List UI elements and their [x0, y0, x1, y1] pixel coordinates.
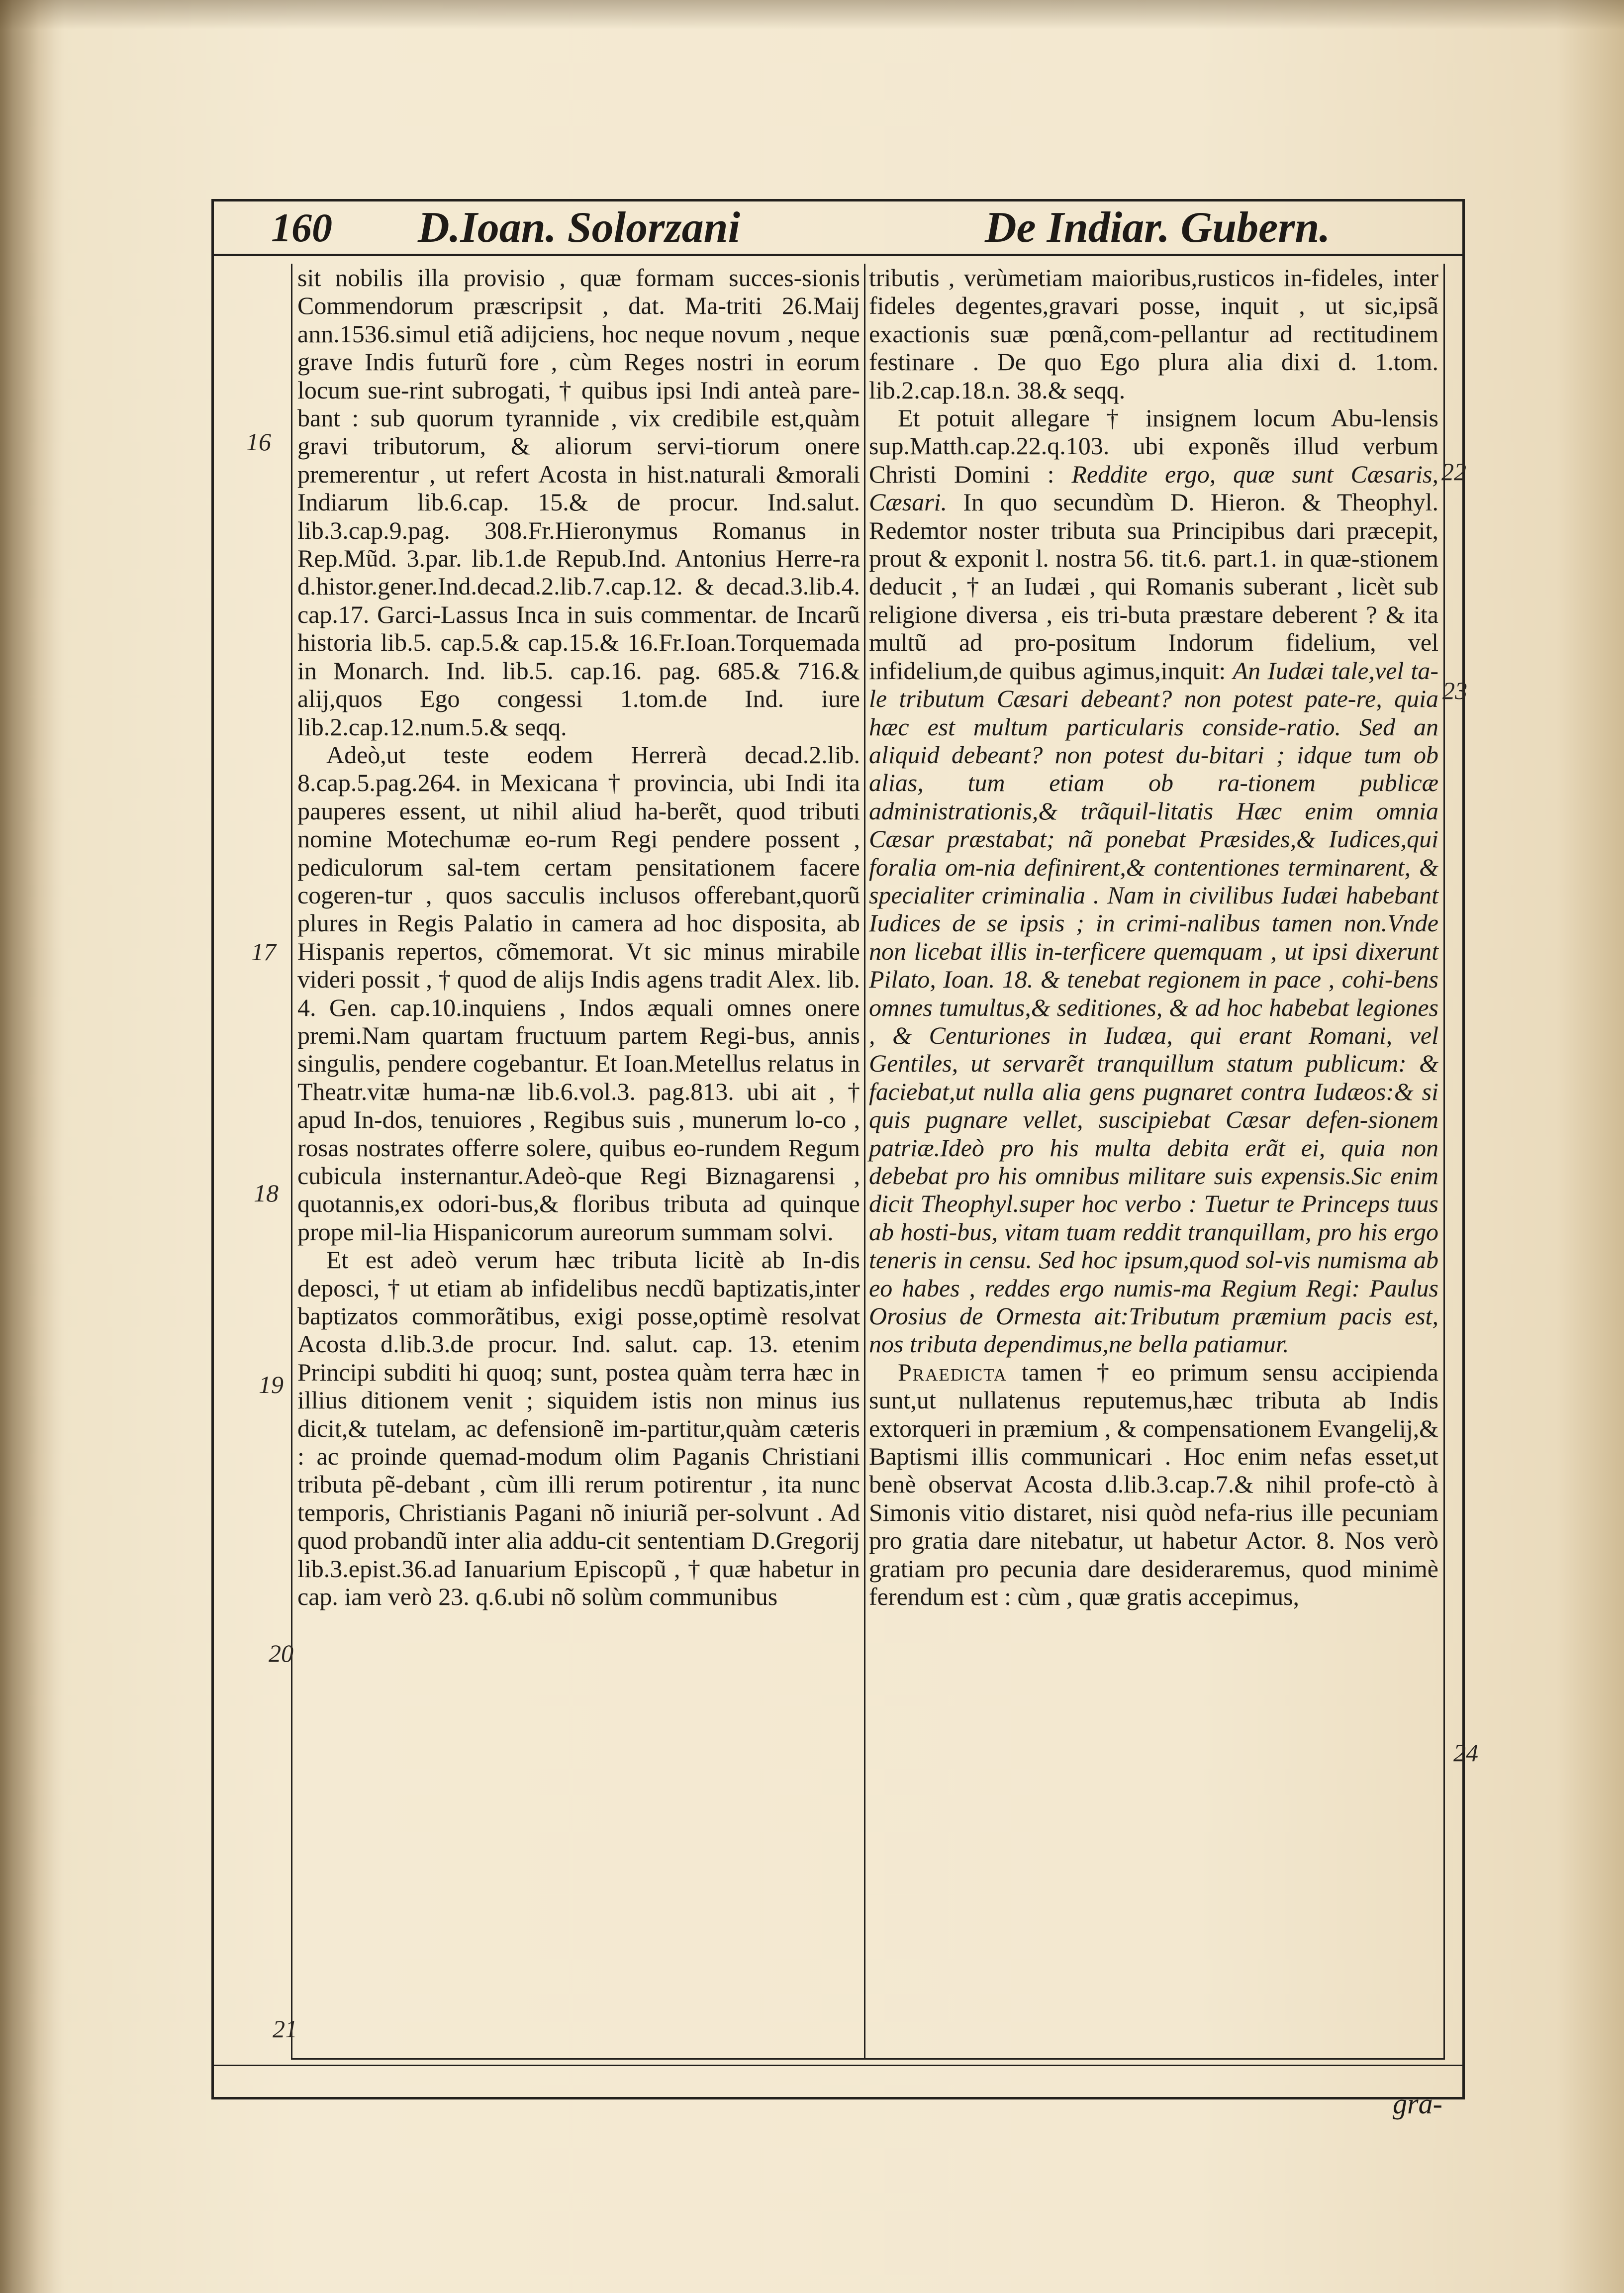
header-rule [211, 254, 1465, 256]
right-paragraph-2-italic-1: Reddite ergo, quæ sunt Cæsaris, Cæsari. [869, 460, 1438, 516]
margin-number-left-19: 19 [259, 1371, 284, 1398]
right-paragraph-1: tributis , verùmetiam maioribus,rusticos in-fideles, inter fideles degentes,gravari posse, inquit , ut sic,ipsã exactionis suæ pœnã,com-pellantur ad rectitudinem festinare . De quo Ego plura alia dixi d. 1.tom. lib.2.cap.18.n. 38.& seqq. [869, 264, 1438, 404]
right-paragraph-2 [869, 404, 1438, 1358]
page-top-edge [0, 0, 1624, 30]
catchword: gra- [1393, 2088, 1442, 2120]
margin-number-right-23: 23 [1442, 677, 1467, 704]
right-paragraph-3-lead: Praedicta [898, 1358, 1007, 1386]
right-paragraph-2-text-b: In quo secundùm D. Hieron. & Theophyl. Redemtor noster tributa sua Principibus dari præcepit, prout & exponit l. nostra 56. tit.6. part.1. in quæ-stionem deducit , † an Iudæi , qui Romanis suberant , licèt sub religione diversa , eis tri-buta præstare deberent ? & ita multũ ad pro-positum Indorum fidelium, vel infidelium,de quibus agimus,inquit: [869, 488, 1438, 685]
left-paragraph-1: sit nobilis illa provisio , quæ formam succes-sionis Commendorum præscripsit , dat. Ma-triti 26.Maij ann.1536.simul etiã adijciens, hoc neque novum , neque grave Indis futurũ fore , cùm Reges nostri in eorum locum sue-rint subrogati, † quibus ipsi Indi anteà pare-bant : sub quorum tyrannide , vix credibile est,quàm gravi tributorum, & aliorum servi-tiorum onere premerentur , ut refert Acosta in hist.naturali &morali Indiarum lib.6.cap. 15.& de procur. Ind.salut. lib.3.cap.9.pag. 308.Fr.Hieronymus Romanus in Rep.Mũd. 3.par. lib.1.de Repub.Ind. Antonius Herre-ra d.histor.gener.Ind.decad.2.lib.7.cap.12. & decad.3.lib.4. cap.17. Garci-Lassus Inca in suis commentar. de Incarũ historia lib.5. cap.5.& cap.15.& 16.Fr.Ioan.Torquemada in Monarch. Ind. lib.5. cap.16. pag. 685.& 716.& alij,quos Ego congessi 1.tom.de Ind. iure lib.2.cap.12.num.5.& seqq. [297, 264, 860, 741]
margin-number-left-16: 16 [246, 428, 271, 456]
binding-gutter [0, 0, 65, 2293]
margin-number-right-22: 22 [1441, 458, 1466, 486]
right-paragraph-2-text-a: Et potuit allegare † insignem locum Abu-lensis sup.Matth.cap.22.q.103. ubi exponẽs illud verbum Christi Domini : [869, 404, 1438, 488]
margin-number-left-21: 21 [273, 2015, 297, 2043]
margin-number-left-20: 20 [269, 1639, 293, 1667]
page-number: 160 [271, 205, 332, 250]
left-paragraph-3: Et est adeò verum hæc tributa licitè ab In-dis deposci, † ut etiam ab infidelibus necdũ baptizatis,inter baptizatos commorãtibus, exigi posse,optimè resolvat Acosta d.lib.3.de procur. Ind. salut. cap. 13. etenim Principi subditi hi quoq; sunt, postea quàm terra hæc in illius ditionem venit ; siquidem istis non minus ius dicit,& tutelam, ac defensionẽ im-partitur,quàm cæteris : ac proinde quemad-modum olim Paganis Christiani tributa pẽ-debant , cùm illi rerum potirentur , ita nunc temporis, Christianis Pagani nõ iniuriã per-solvunt . Ad quod probandũ inter alia addu-cit sententiam D.Gregorij lib.3.epist.36.ad Ianuarium Episcopũ , † quæ habetur in cap. iam verò 23. q.6.ubi nõ solùm communibus [297, 1246, 860, 1611]
footer-rule [211, 2065, 1465, 2066]
right-column [863, 264, 1445, 2060]
book-page: 160 D.Ioan. Solorzani De Indiar. Gubern. sit nobilis illa provisio , quæ formam succes-sionis Commendorum præscripsit , dat. Ma-triti 26.Maij ann.1536.simul etiã adijciens, hoc neque novum , neque grave Indis futurũ fore , cùm Reges nostri in eorum locum sue-rint subrogati, † quibus ipsi Indi anteà pare-bant : sub quorum tyrannide , vix credibile est,quàm gravi tributorum, & aliorum servi-tiorum onere premerentur , ut refert Acosta in hist.naturali &morali Indiarum lib.6.cap. 15.& de procur. Ind.salut. lib.3.cap.9.pag. 308.Fr.Hieronymus Romanus in Rep.Mũd. 3.par. lib.1.de Repub.Ind. Antonius Herre-ra d.histor.gener.Ind.decad.2.lib.7.cap.12. & decad.3.lib.4. cap.17. Garci-Lassus Inca in suis commentar. de Incarũ historia lib.5. cap.5.& cap.15.& 16.Fr.Ioan.Torquemada in Monarch. Ind. lib.5. cap.16. pag. 685.& 716.& alij,quos Ego congessi 1.tom.de Ind. iure lib.2.cap.12.num.5.& seqq. Adeò,ut teste eodem Herrerà decad.2.lib. 8.cap.5.pag.264. in Mexicana † provincia, ubi Indi ita pauperes essent, ut nihil aliud ha-berẽt, quod tributi nomine Motechumæ eo-rum Regi pendere possent , pediculorum sal-tem certam pensitationem facere cogeren-tur , quos sacculis inclusos offerebant,quorũ plures in Regis Palatio in camera ad hoc disposita, ab Hispanis repertos, cõmemorat. Vt sic minus mirabile videri possit , † quod de alijs Indis agens tradit Alex. lib. 4. Gen. cap.10.inquiens , Indos æquali omnes onere premi.Nam quartam fructuum partem Regi-bus, annis singulis, pendere cogebantur. Et Ioan.Metellus relatus in Theatr.vitæ huma-næ lib.6.vol.3. pag.813. ubi ait , † apud In-dos, tenuiores , Regibus suis , munerum lo-co , rosas nostrates offerre solere, quibus eo-rundem Regum cubicula insternantur.Adeò-que Regi Biznagarensi , quotannis,ex odori-bus,& floribus tributa ad quinque prope mil-lia Hispanicorum aureorum summam solvi. Et est adeò verum hæc tributa licitè ab In-dis deposci, † ut etiam ab infidelibus necdũ baptizatis,inter baptizatos commorãtibus, exigi posse,optimè resolvat Acosta d.lib.3.de procur. Ind. salut. cap. 13. etenim Principi subditi hi quoq; sunt, postea quàm terra hæc in illius ditionem venit ; siquidem istis non minus ius dicit,& tutelam, ac defensionẽ im-partitur,quàm cæteris : ac proinde quemad-modum olim Paganis Christiani tributa pẽ-debant , cùm illi rerum potirentur , ita nunc temporis, Christianis Pagani nõ iniuriã per-solvunt . Ad quod probandũ inter alia addu-cit sententiam D.Gregorij lib.3.epist.36.ad Ianuarium Episcopũ , † quæ habetur in cap. iam verò 23. q.6.ubi nõ solùm communibus tributis , verùmetiam maioribus,rusticos in-fideles, inter fideles degentes,gravari posse, inquit , ut sic,ipsã exactionis suæ pœnã,com-pellantur ad rectitudinem festinare . De quo Ego plura alia dixi d. 1.tom. lib.2.cap.18.n. 38.& seqq. Et potuit allegare † insignem locum Abu-lensis sup.Matth.cap.22.q.103. ubi exponẽs illud verbum Christi Domini : Reddite ergo, quæ sunt Cæsaris, Cæsari. In quo secundùm D. Hieron. & Theophyl. Redemtor noster tributa sua Principibus dari præcepit, prout & exponit l. nostra 56. tit.6. part.1. in quæ-stionem deducit , † an Iudæi , qui Romanis suberant , licèt sub religione diversa , eis tri-buta præstare deberent ? & ita multũ ad pro-positum Indorum fidelium, vel infidelium,de quibus agimus,inquit: An Iudæi tale,vel ta-le tributum Cæsari debeant? non potest pate-re, quia hæc est multum particularis conside-ratio. Sed an aliquid debeant? non potest du-bitari ; idque tum ob alias, tum etiam ob ra-tionem publicæ administrationis,& trãquil-litatis Hæc enim omnia Cæsar præstabat; nã ponebat Præsides,& Iudices,qui foralia om-nia definirent,& contentiones terminarent, & specialiter criminalia . Nam in civilibus Iudæi habebant Iudices de se ipsis ; in crimi-nalibus tamen non.Vnde non licebat illis in-terficere quemquam , ut ipsi dixerunt Pilato, Ioan. 18. & tenebat regionem in pace , cohi-bens omnes tumultus,& seditiones, & ad hoc habebat legiones , & Centuriones in Iudæa, qui erant Romani, vel Gentiles, ut servarẽt tranquillum statum publicum: & faciebat,ut nulla alia gens pugnaret contra Iudæos:& si quis pugnare vellet, suscipiebat Cæsar defen-sionem patriæ.Ideò pro his multa debita erãt ei, quia non debebat pro his omnibus militare suis expensis.Sic enim dicit Theophyl.super hoc verbo : Tuetur te Princeps tuus ab hosti-bus, vitam tuam reddit tranquillam, pro his ergo teneris in censu. Sed hoc ipsum,quod sol-vis numisma ab eo habes , reddes ergo numis-ma Regium Regi: Paulus Orosius de Ormesta ait:Tributum præmium pacis est, nos tributa dependimus,ne bella patiamur. Praedicta tamen † eo primum sensu accipienda sunt,ut nullatenus reputemus,hæc tributa ab Indis extorqueri in præmium , & compensationem Evangelij,& Baptismi illis communicari . Hoc enim nefas esset,ut benè observat Acosta d.lib.3.cap.7.& nihil profe-ctò à Simonis vitio distaret, nisi quòd nefa-rius ille pecuniam pro gratia dare nitebatur, ut habetur Actor. 8. Nos verò gratiam pro pecunia dare desideraremus, quod minimè ferendum est : cùm , quæ gratis accepimus, 16 17 18 19 20 21 22 23 24 gra- [0, 0, 1624, 2293]
right-paragraph-2-italic-2: An Iudæi tale,vel ta-le tributum Cæsari debeant? non potest pate-re, quia hæc est multum particularis conside-ratio. Sed an aliquid debeant? non potest du-bitari ; idque tum ob alias, tum etiam ob ra-tionem publicæ administrationis,& trãquil-litatis Hæc enim omnia Cæsar præstabat; nã ponebat Præsides,& Iudices,qui foralia om-nia definirent,& contentiones terminarent, & specialiter criminalia . Nam in civilibus Iudæi habebant Iudices de se ipsis ; in crimi-nalibus tamen non.Vnde non licebat illis in-terficere quemquam , ut ipsi dixerunt Pilato, Ioan. 18. & tenebat regionem in pace , cohi-bens omnes tumultus,& seditiones, & ad hoc habebat legiones , & Centuriones in Iudæa, qui erant Romani, vel Gentiles, ut servarẽt tranquillum statum publicum: & faciebat,ut nulla alia gens pugnaret contra Iudæos:& si quis pugnare vellet, suscipiebat Cæsar defen-sionem patriæ.Ideò pro his multa debita erãt ei, quia non debebat pro his omnibus militare suis expensis.Sic enim dicit Theophyl.super hoc verbo : Tuetur te Princeps tuus ab hosti-bus, vitam tuam reddit tranquillam, pro his ergo teneris in censu. Sed hoc ipsum,quod sol-vis numisma ab eo habes , reddes ergo numis-ma Regium Regi: Paulus Orosius de Ormesta ait:Tributum præmium pacis est, nos tributa dependimus,ne bella patiamur. [869, 656, 1439, 1358]
margin-number-left-17: 17 [251, 938, 276, 966]
left-paragraph-2: Adeò,ut teste eodem Herrerà decad.2.lib. 8.cap.5.pag.264. in Mexicana † provincia, ubi Indi ita pauperes essent, ut nihil aliud ha-berẽt, quod tributi nomine Motechumæ eo-rum Regi pendere possent , pediculorum sal-tem certam pensitationem facere cogeren-tur , quos sacculis inclusos offerebant,quorũ plures in Regis Palatio in camera ad hoc disposita, ab Hispanis repertos, cõmemorat. Vt sic minus mirabile videri possit , † quod de alijs Indis agens tradit Alex. lib. 4. Gen. cap.10.inquiens , Indos æquali omnes onere premi.Nam quartam fructuum partem Regi-bus, annis singulis, pendere cogebantur. Et Ioan.Metellus relatus in Theatr.vitæ huma-næ lib.6.vol.3. pag.813. ubi ait , † apud In-dos, tenuiores , Regibus suis , munerum lo-co , rosas nostrates offerre solere, quibus eo-rundem Regum cubicula insternantur.Adeò-que Regi Biznagarensi , quotannis,ex odori-bus,& floribus tributa ad quinque prope mil-lia Hispanicorum aureorum summam solvi. [297, 740, 860, 1246]
running-head-author: D.Ioan. Solorzani [418, 203, 741, 252]
right-paragraph-3 [869, 1358, 1438, 1611]
margin-number-right-24: 24 [1453, 1739, 1478, 1767]
margin-number-left-18: 18 [254, 1179, 279, 1207]
right-paragraph-3-text: tamen † eo primum sensu accipienda sunt,ut nullatenus reputemus,hæc tributa ab Indis extorqueri in præmium , & compensationem Evangelij,& Baptismi illis communicari . Hoc enim nefas esset,ut benè observat Acosta d.lib.3.cap.7.& nihil profe-ctò à Simonis vitio distaret, nisi quòd nefa-rius ille pecuniam pro gratia dare nitebatur, ut habetur Actor. 8. Nos verò gratiam pro pecunia dare desideraremus, quod minimè ferendum est : cùm , quæ gratis accepimus, [869, 1358, 1438, 1611]
left-column [291, 264, 865, 2060]
